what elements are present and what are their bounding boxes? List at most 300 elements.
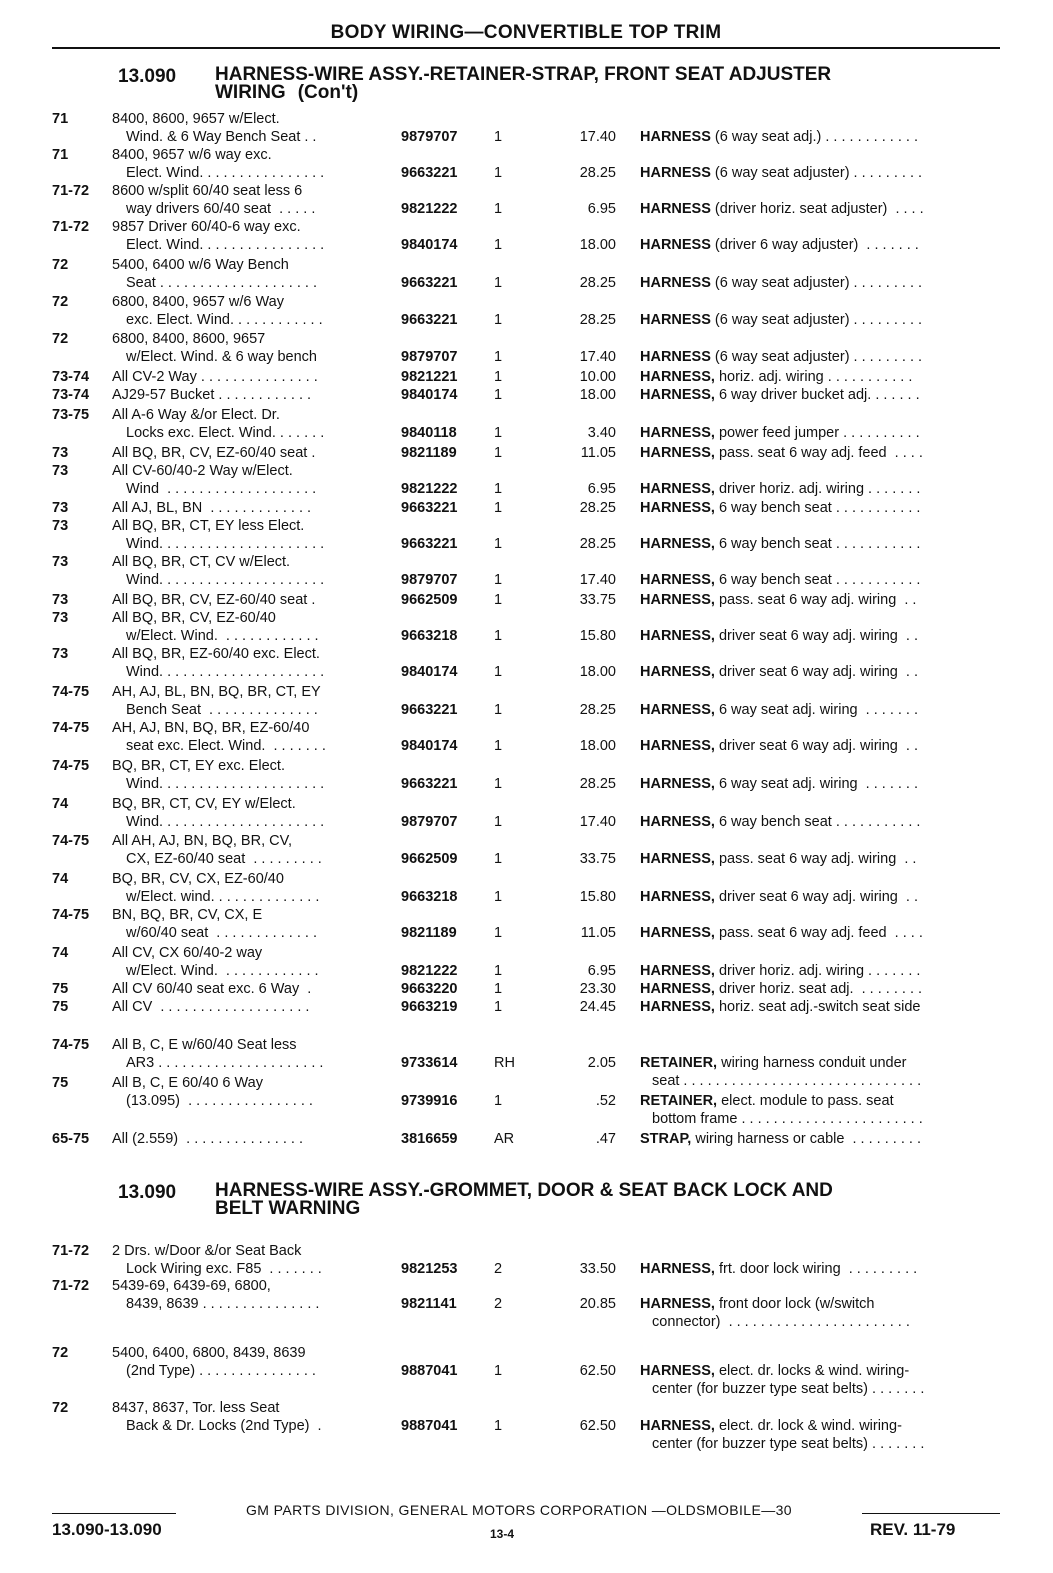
part-name — [640, 499, 1000, 517]
part-name — [640, 311, 1000, 329]
part-number: 9821221 — [401, 369, 458, 385]
description-line1: All AH, AJ, BN, BQ, BR, CV, — [112, 833, 292, 849]
part-name — [640, 1054, 1000, 1090]
model-year: 74-75 — [52, 907, 90, 923]
model-year: 65-75 — [52, 1131, 90, 1147]
part-name-bold: HARNESS, — [640, 445, 715, 461]
part-name — [640, 888, 1000, 906]
quantity: 1 — [494, 851, 503, 867]
price: 33.75 — [579, 851, 616, 867]
application-description — [112, 146, 442, 182]
description-line1: 2 Drs. w/Door &/or Seat Back — [112, 1243, 302, 1259]
part-number: 9663221 — [401, 275, 458, 291]
part-name-bold: HARNESS, — [640, 702, 715, 718]
quantity: 1 — [494, 814, 503, 830]
description-line1: All B, C, E 60/40 6 Way — [112, 1075, 263, 1091]
model-year: 75 — [52, 1075, 69, 1091]
part-name-bold: HARNESS — [640, 275, 711, 291]
part-name — [640, 850, 1000, 868]
quantity: 2 — [494, 1296, 503, 1312]
description-line2: Elect. Wind. . . . . . . . . . . . . . . . — [126, 237, 325, 253]
model-year: 71-72 — [52, 183, 90, 199]
part-name-detail: driver seat 6 way adj. wiring . . — [714, 738, 919, 754]
quantity: 1 — [494, 387, 503, 403]
price: .47 — [595, 1131, 616, 1147]
part-name — [640, 236, 1000, 254]
part-name-bold: HARNESS — [640, 237, 711, 253]
application-description — [112, 293, 442, 329]
part-name — [640, 813, 1000, 831]
part-name-detail: (6 way seat adjuster) . . . . . . . . . — [710, 349, 923, 365]
part-name-bold: HARNESS, — [640, 481, 715, 497]
part-name-bold: HARNESS, — [640, 387, 715, 403]
part-name-bold: HARNESS, — [640, 1296, 715, 1312]
quantity: 1 — [494, 129, 503, 145]
part-name — [640, 368, 1000, 386]
price: 17.40 — [579, 814, 616, 830]
application-description — [112, 645, 442, 681]
description-line2: seat exc. Elect. Wind. . . . . . . . — [126, 738, 326, 754]
part-number: 9840174 — [401, 237, 458, 253]
part-name — [640, 200, 1000, 218]
quantity: 1 — [494, 963, 503, 979]
description-line2: CX, EZ-60/40 seat . . . . . . . . . — [126, 851, 322, 867]
section-title-line2: BELT WARNING — [215, 1198, 361, 1219]
part-number: 9840174 — [401, 664, 458, 680]
description-line2: Wind. . . . . . . . . . . . . . . . . . . . . — [126, 814, 325, 830]
model-year: 72 — [52, 294, 69, 310]
price: 23.30 — [579, 981, 616, 997]
part-name-detail-line2: center (for buzzer type seat belts) . . . . . . . — [652, 1381, 925, 1397]
footer-section-range: 13.090-13.090 — [52, 1520, 162, 1539]
part-name-bold: HARNESS, — [640, 851, 715, 867]
model-year: 73 — [52, 500, 69, 516]
quantity: 1 — [494, 500, 503, 516]
description-line2: Wind. . . . . . . . . . . . . . . . . . . . . — [126, 776, 325, 792]
part-name-detail: elect. module to pass. seat — [717, 1093, 894, 1109]
part-number: 9887041 — [401, 1363, 458, 1379]
quantity: 1 — [494, 312, 503, 328]
part-number: 9840174 — [401, 387, 458, 403]
description-line1: 8437, 8637, Tor. less Seat — [112, 1400, 280, 1416]
application-description — [112, 944, 442, 980]
description-line1: All BQ, BR, CT, EY less Elect. — [112, 518, 305, 534]
model-year: 73 — [52, 554, 69, 570]
price: 28.25 — [579, 776, 616, 792]
part-number: 9821222 — [401, 481, 458, 497]
part-name-detail: driver horiz. adj. wiring . . . . . . . — [714, 481, 921, 497]
part-number: 9663221 — [401, 776, 458, 792]
part-name-detail: pass. seat 6 way adj. feed . . . . — [714, 925, 923, 941]
part-number: 9879707 — [401, 129, 458, 145]
quantity: 1 — [494, 481, 503, 497]
part-name-detail: driver seat 6 way adj. wiring . . — [714, 889, 919, 905]
price: 3.40 — [587, 425, 616, 441]
part-number: 9821141 — [401, 1296, 457, 1312]
part-name — [640, 1092, 1000, 1128]
description-line2: Wind . . . . . . . . . . . . . . . . . . . — [126, 481, 317, 497]
model-year: 72 — [52, 1400, 69, 1416]
description-line1: All BQ, BR, CV, EZ-60/40 — [112, 610, 276, 626]
price: 62.50 — [579, 1418, 616, 1434]
quantity: 1 — [494, 201, 503, 217]
part-name-bold: HARNESS, — [640, 572, 715, 588]
model-year: 73 — [52, 463, 69, 479]
part-name-detail: elect. dr. locks & wind. wiring- — [714, 1363, 910, 1379]
part-name — [640, 535, 1000, 553]
part-name-detail: frt. door lock wiring . . . . . . . . . — [714, 1261, 918, 1277]
part-number: 9663221 — [401, 536, 458, 552]
price: 18.00 — [579, 237, 616, 253]
part-name — [640, 775, 1000, 793]
part-number: 9662509 — [401, 592, 458, 608]
part-number: 9663218 — [401, 889, 458, 905]
part-name-bold: HARNESS, — [640, 425, 715, 441]
application-description — [112, 906, 442, 942]
header-rule — [52, 47, 1000, 49]
part-number: 9739916 — [401, 1093, 458, 1109]
description-line1: AH, AJ, BN, BQ, BR, EZ-60/40 — [112, 720, 310, 736]
application-description — [112, 406, 442, 442]
part-name-bold: HARNESS, — [640, 814, 715, 830]
description-line1: BQ, BR, CT, CV, EY w/Elect. — [112, 796, 296, 812]
model-year: 74 — [52, 945, 69, 961]
quantity: 1 — [494, 664, 503, 680]
description-line2: Back & Dr. Locks (2nd Type) . — [126, 1418, 322, 1434]
price: 17.40 — [579, 572, 616, 588]
price: 2.05 — [587, 1055, 616, 1071]
price: 18.00 — [579, 387, 616, 403]
part-name-detail: pass. seat 6 way adj. wiring . . — [714, 851, 917, 867]
part-name-bold: HARNESS, — [640, 1418, 715, 1434]
part-name-detail: (driver horiz. seat adjuster) . . . . — [710, 201, 924, 217]
application-description — [112, 998, 442, 1016]
model-year: 74 — [52, 871, 69, 887]
application-description — [112, 1130, 442, 1148]
description-line1: All BQ, BR, CV, EZ-60/40 seat . — [112, 445, 316, 461]
part-name-detail: horiz. adj. wiring . . . . . . . . . . . — [714, 369, 913, 385]
model-year: 73 — [52, 445, 69, 461]
model-year: 71-72 — [52, 1278, 90, 1294]
quantity: 1 — [494, 445, 503, 461]
part-name-detail: 6 way bench seat . . . . . . . . . . . — [714, 500, 921, 516]
description-line1: 5400, 6400, 6800, 8439, 8639 — [112, 1345, 306, 1361]
description-line2: w/60/40 seat . . . . . . . . . . . . . — [126, 925, 317, 941]
part-name — [640, 1295, 1000, 1331]
part-name-detail: power feed jumper . . . . . . . . . . — [714, 425, 920, 441]
description-line1: AH, AJ, BL, BN, BQ, BR, CT, EY — [112, 684, 321, 700]
quantity: 1 — [494, 981, 503, 997]
description-line1: All BQ, BR, EZ-60/40 exc. Elect. — [112, 646, 320, 662]
model-year: 73 — [52, 646, 69, 662]
part-name — [640, 1362, 1000, 1398]
part-name — [640, 444, 1000, 462]
description-line2: w/Elect. Wind. . . . . . . . . . . . . — [126, 963, 319, 979]
application-description — [112, 683, 442, 719]
quantity: 1 — [494, 349, 503, 365]
part-name-bold: RETAINER, — [640, 1055, 718, 1071]
part-number: 9662509 — [401, 851, 458, 867]
quantity: 1 — [494, 237, 503, 253]
application-description — [112, 517, 442, 553]
part-name-bold: HARNESS, — [640, 889, 715, 905]
description-line2: Lock Wiring exc. F85 . . . . . . . — [126, 1261, 322, 1277]
application-description — [112, 1242, 442, 1278]
application-description — [112, 980, 442, 998]
part-name — [640, 424, 1000, 442]
part-name-detail: (6 way seat adjuster) . . . . . . . . . — [710, 165, 923, 181]
price: .52 — [595, 1093, 616, 1109]
price: 28.25 — [579, 165, 616, 181]
part-number: 9887041 — [401, 1418, 458, 1434]
description-line2: exc. Elect. Wind. . . . . . . . . . . . — [126, 312, 323, 328]
description-line1: 8400, 8600, 9657 w/Elect. — [112, 111, 280, 127]
part-name-bold: HARNESS, — [640, 628, 715, 644]
price: 15.80 — [579, 628, 616, 644]
part-name-detail: 6 way bench seat . . . . . . . . . . . — [714, 814, 921, 830]
application-description — [112, 591, 442, 609]
part-number: 9663220 — [401, 981, 458, 997]
part-number: 9663221 — [401, 165, 458, 181]
part-name-bold: HARNESS, — [640, 738, 715, 754]
quantity: 1 — [494, 889, 503, 905]
part-name — [640, 1130, 1000, 1148]
model-year: 74 — [52, 796, 69, 812]
application-description — [112, 832, 442, 868]
price: 28.25 — [579, 702, 616, 718]
application-description — [112, 1344, 442, 1380]
description-line1: All CV 60/40 seat exc. 6 Way . — [112, 981, 312, 997]
quantity: 1 — [494, 999, 503, 1015]
description-line1: BN, BQ, BR, CV, CX, E — [112, 907, 263, 923]
part-name-bold: HARNESS, — [640, 776, 715, 792]
part-number: 9733614 — [401, 1055, 458, 1071]
price: 18.00 — [579, 738, 616, 754]
part-name-bold: HARNESS, — [640, 999, 715, 1015]
part-name-detail: wiring harness or cable . . . . . . . . . — [691, 1131, 921, 1147]
section-heading-2 — [52, 1182, 1000, 1218]
description-line1: All (2.559) . . . . . . . . . . . . . . . — [112, 1131, 303, 1147]
quantity: 1 — [494, 275, 503, 291]
quantity: 1 — [494, 628, 503, 644]
application-description — [112, 182, 442, 218]
application-description — [112, 1399, 442, 1435]
application-description — [112, 368, 442, 386]
description-line2: Seat . . . . . . . . . . . . . . . . . . . . — [126, 275, 317, 291]
description-line2: Bench Seat . . . . . . . . . . . . . . — [126, 702, 318, 718]
price: 33.75 — [579, 592, 616, 608]
application-description — [112, 609, 442, 645]
part-name-bold: HARNESS, — [640, 664, 715, 680]
price: 20.85 — [579, 1296, 616, 1312]
page-header: BODY WIRING—CONVERTIBLE TOP TRIM — [330, 22, 722, 43]
part-name-bold: HARNESS, — [640, 592, 715, 608]
description-line1: All CV-2 Way . . . . . . . . . . . . . . . — [112, 369, 318, 385]
part-number: 3816659 — [401, 1131, 458, 1147]
model-year: 73-74 — [52, 369, 90, 385]
part-name-detail: (6 way seat adjuster) . . . . . . . . . — [710, 312, 923, 328]
description-line2: (2nd Type) . . . . . . . . . . . . . . . — [126, 1363, 316, 1379]
quantity: 1 — [494, 702, 503, 718]
application-description — [112, 110, 442, 146]
application-description — [112, 256, 442, 292]
part-name-detail-line2: seat . . . . . . . . . . . . . . . . . . . . . . . . . . . . . . — [652, 1073, 922, 1089]
quantity: 2 — [494, 1261, 503, 1277]
price: 28.25 — [579, 275, 616, 291]
part-name — [640, 701, 1000, 719]
quantity: AR — [494, 1131, 515, 1147]
part-number: 9663219 — [401, 999, 458, 1015]
part-name-detail: wiring harness conduit under — [717, 1055, 907, 1071]
part-name-bold: HARNESS, — [640, 536, 715, 552]
part-name-detail: front door lock (w/switch — [714, 1296, 875, 1312]
part-name-detail: 6 way bench seat . . . . . . . . . . . — [714, 536, 921, 552]
description-line2: AR3 . . . . . . . . . . . . . . . . . . . . . — [126, 1055, 324, 1071]
quantity: 1 — [494, 776, 503, 792]
part-name — [640, 962, 1000, 980]
section-number: 13.090 — [118, 1182, 177, 1203]
description-line1: All CV . . . . . . . . . . . . . . . . . . . — [112, 999, 310, 1015]
model-year: 73 — [52, 610, 69, 626]
model-year: 75 — [52, 981, 69, 997]
description-line1: 5400, 6400 w/6 Way Bench — [112, 257, 289, 273]
application-description — [112, 719, 442, 755]
part-name-bold: HARNESS, — [640, 500, 715, 516]
quantity: 1 — [494, 572, 503, 588]
part-name-detail: driver horiz. adj. wiring . . . . . . . — [714, 963, 921, 979]
application-description — [112, 330, 442, 366]
model-year: 75 — [52, 999, 69, 1015]
section-heading-1 — [52, 66, 1000, 102]
part-name — [640, 480, 1000, 498]
part-name — [640, 998, 1000, 1016]
part-name-bold: HARNESS — [640, 201, 711, 217]
description-line2: Wind. & 6 Way Bench Seat . . — [126, 129, 317, 145]
part-name — [640, 386, 1000, 404]
part-name — [640, 164, 1000, 182]
description-line2: Wind. . . . . . . . . . . . . . . . . . . . . — [126, 664, 325, 680]
price: 11.05 — [580, 925, 616, 941]
section-title — [215, 1182, 995, 1218]
section-number: 13.090 — [118, 66, 177, 87]
application-description — [112, 386, 442, 404]
part-name — [640, 924, 1000, 942]
application-description — [112, 1277, 442, 1313]
part-number: 9821222 — [401, 201, 458, 217]
part-name-detail: pass. seat 6 way adj. feed . . . . — [714, 445, 923, 461]
part-name-detail: pass. seat 6 way adj. wiring . . — [714, 592, 917, 608]
part-name-detail: elect. dr. lock & wind. wiring- — [714, 1418, 902, 1434]
part-name — [640, 348, 1000, 366]
model-year: 73-75 — [52, 407, 90, 423]
part-number: 9663221 — [401, 312, 458, 328]
part-name-detail-line2: bottom frame . . . . . . . . . . . . . . . . . . . . . . . — [652, 1111, 923, 1127]
part-name-bold: HARNESS — [640, 312, 711, 328]
price: 10.00 — [579, 369, 616, 385]
part-name-bold: HARNESS, — [640, 1363, 715, 1379]
model-year: 71 — [52, 111, 69, 127]
description-line1: 6800, 8400, 9657 w/6 Way — [112, 294, 284, 310]
part-name-detail: 6 way driver bucket adj. . . . . . . — [714, 387, 920, 403]
description-line1: 8600 w/split 60/40 seat less 6 — [112, 183, 303, 199]
continued-label: (Con't) — [297, 82, 359, 103]
description-line1: All AJ, BL, BN . . . . . . . . . . . . . — [112, 500, 312, 516]
part-name-detail: driver seat 6 way adj. wiring . . — [714, 628, 919, 644]
model-year: 72 — [52, 1345, 69, 1361]
description-line1: 8400, 9657 w/6 way exc. — [112, 147, 272, 163]
part-name-bold: RETAINER, — [640, 1093, 718, 1109]
application-description — [112, 553, 442, 589]
part-name-detail-line2: connector) . . . . . . . . . . . . . . . . . . . . . . . — [652, 1314, 910, 1330]
part-number: 9879707 — [401, 572, 458, 588]
model-year: 74-75 — [52, 758, 90, 774]
part-number: 9821253 — [401, 1261, 458, 1277]
footer-page-number: 13-4 — [490, 1527, 515, 1541]
model-year: 72 — [52, 331, 69, 347]
price: 6.95 — [587, 963, 616, 979]
application-description — [112, 795, 442, 831]
model-year: 74-75 — [52, 833, 90, 849]
price: 28.25 — [579, 312, 616, 328]
quantity: RH — [494, 1055, 515, 1071]
quantity: 1 — [494, 738, 503, 754]
part-name-bold: STRAP, — [640, 1131, 692, 1147]
application-description — [112, 444, 442, 462]
part-name — [640, 737, 1000, 755]
description-line2: Locks exc. Elect. Wind. . . . . . . — [126, 425, 325, 441]
part-name — [640, 627, 1000, 645]
price: 6.95 — [587, 481, 616, 497]
price: 17.40 — [579, 349, 616, 365]
footer-revision: REV. 11-79 — [870, 1520, 956, 1539]
quantity: 1 — [494, 165, 503, 181]
part-name — [640, 980, 1000, 998]
application-description — [112, 1036, 442, 1072]
quantity: 1 — [494, 925, 503, 941]
price: 62.50 — [579, 1363, 616, 1379]
model-year: 71-72 — [52, 1243, 90, 1259]
part-name-detail: (driver 6 way adjuster) . . . . . . . — [710, 237, 919, 253]
part-name-bold: HARNESS, — [640, 1261, 715, 1277]
description-line1: All BQ, BR, CV, EZ-60/40 seat . — [112, 592, 316, 608]
description-line2: Elect. Wind. . . . . . . . . . . . . . . . — [126, 165, 325, 181]
part-number: 9879707 — [401, 349, 458, 365]
part-name-bold: HARNESS — [640, 165, 711, 181]
price: 15.80 — [579, 889, 616, 905]
price: 11.05 — [580, 445, 616, 461]
footer-rule-right — [862, 1513, 1000, 1514]
part-name-detail: 6 way seat adj. wiring . . . . . . . — [714, 776, 919, 792]
description-line1: 5439-69, 6439-69, 6800, — [112, 1278, 271, 1294]
part-name-detail: 6 way bench seat . . . . . . . . . . . — [714, 572, 921, 588]
part-name — [640, 274, 1000, 292]
section-title — [215, 66, 995, 102]
price: 18.00 — [579, 664, 616, 680]
part-number: 9840118 — [401, 425, 457, 441]
part-number: 9840174 — [401, 738, 458, 754]
description-line1: All B, C, E w/60/40 Seat less — [112, 1037, 297, 1053]
part-name — [640, 571, 1000, 589]
price: 33.50 — [579, 1261, 616, 1277]
quantity: 1 — [494, 425, 503, 441]
description-line2: way drivers 60/40 seat . . . . . — [126, 201, 316, 217]
model-year: 73 — [52, 518, 69, 534]
description-line2: Wind. . . . . . . . . . . . . . . . . . . . . — [126, 536, 325, 552]
price: 17.40 — [579, 129, 616, 145]
description-line2: w/Elect. Wind. . . . . . . . . . . . . — [126, 628, 319, 644]
model-year: 73-74 — [52, 387, 90, 403]
part-number: 9663218 — [401, 628, 458, 644]
